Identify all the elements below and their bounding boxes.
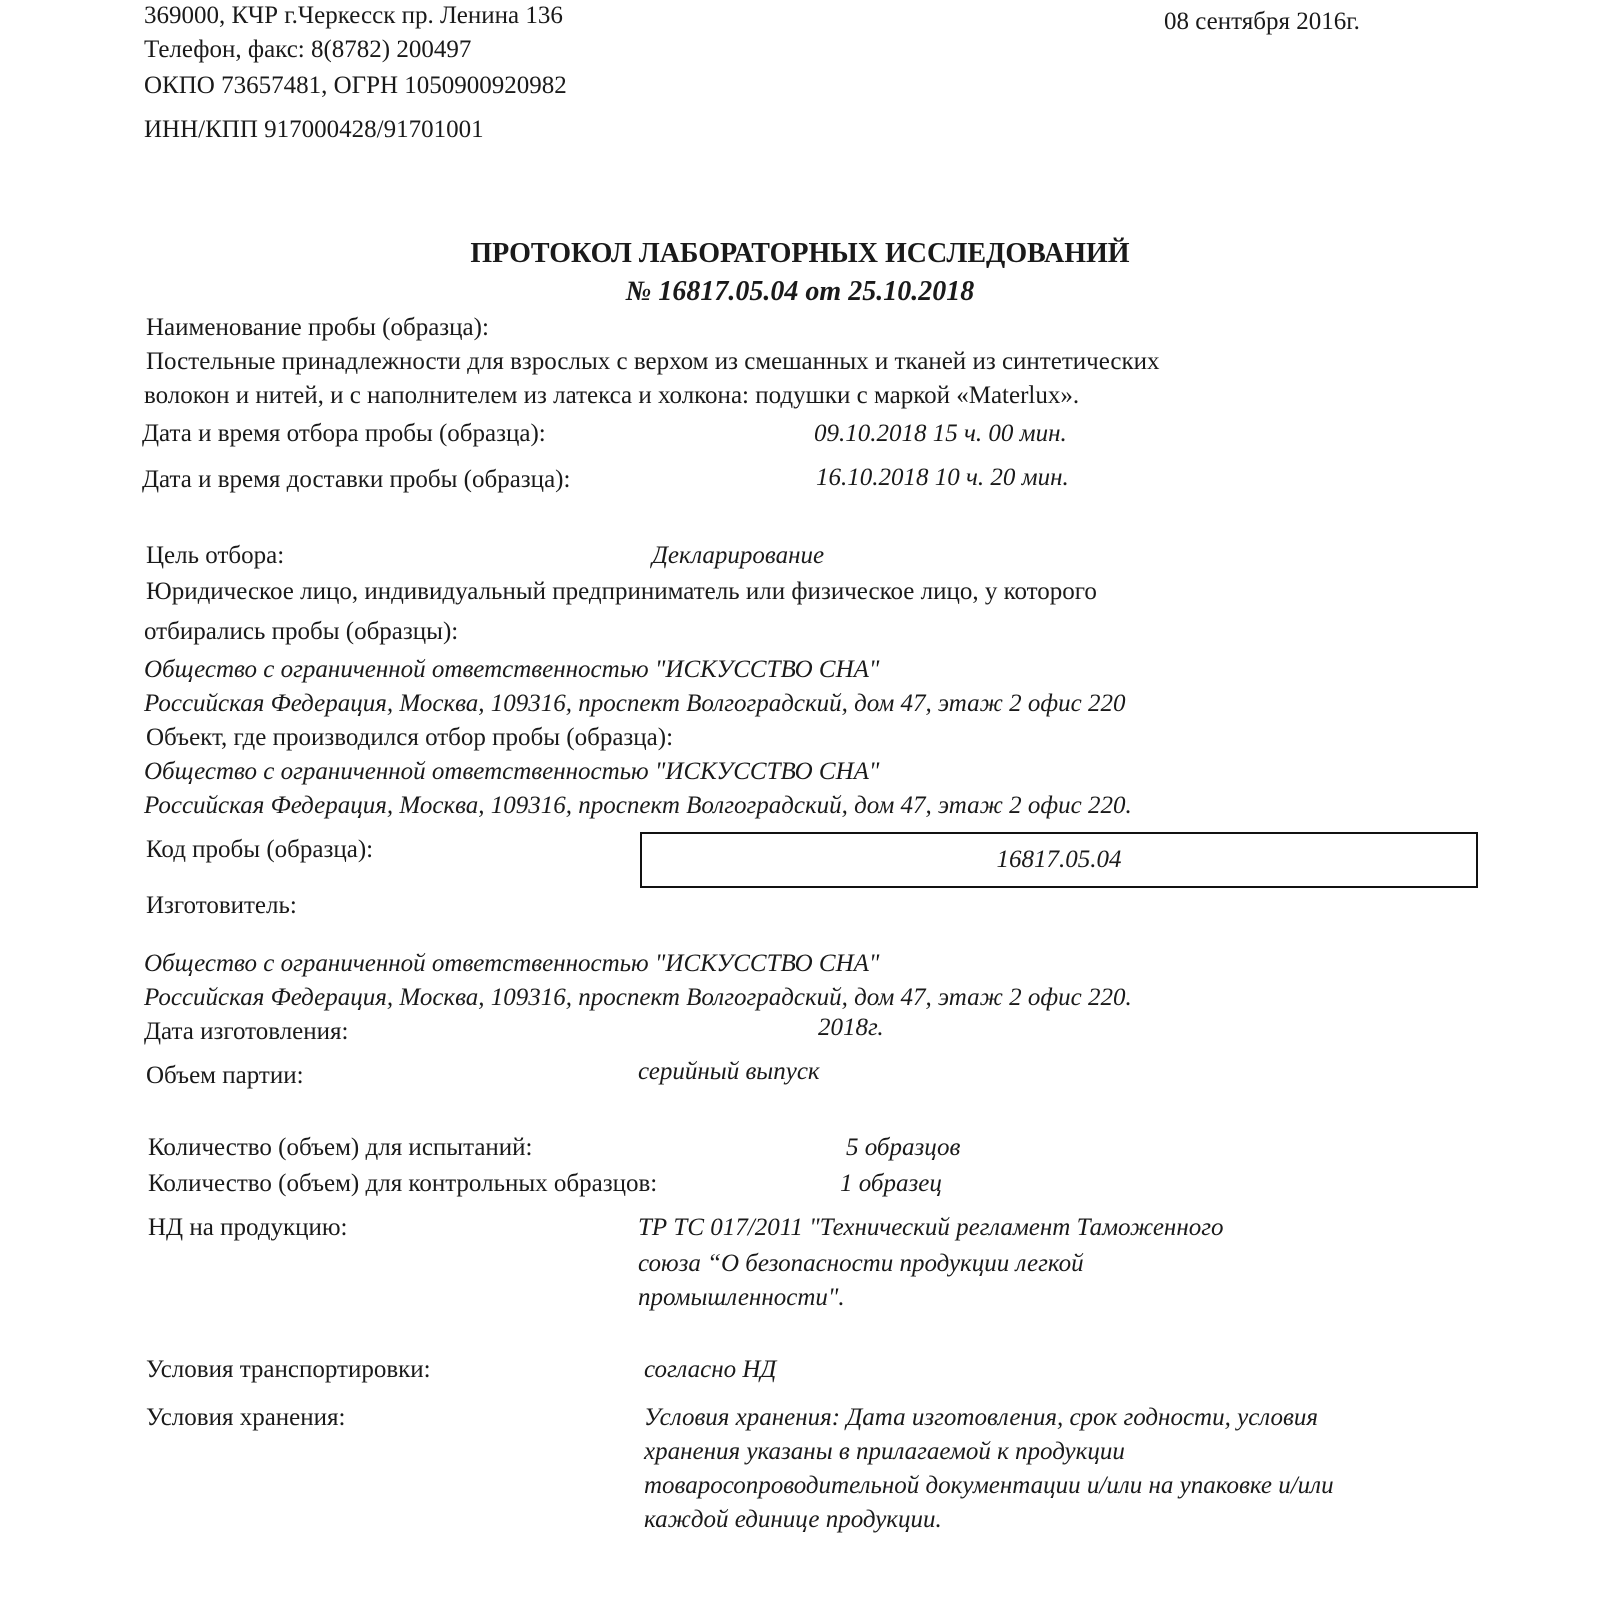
quantity-control-value: 1 образец: [840, 1170, 942, 1197]
header-date: 08 сентября 2016г.: [1164, 8, 1360, 35]
sample-name-line2: волокон и нитей, и с наполнителем из латекса и холкона: подушки с маркой «Materlux».: [144, 382, 1080, 409]
legal-entity-label-line2: отбирались пробы (образцы):: [144, 618, 459, 645]
production-date-label: Дата изготовления:: [144, 1018, 349, 1045]
nd-line1: ТР ТС 017/2011 "Технический регламент Таможенного: [638, 1214, 1224, 1241]
purpose-label: Цель отбора:: [146, 542, 285, 569]
manufacturer-label: Изготовитель:: [146, 892, 297, 919]
header-inn: ИНН/КПП 917000428/91701001: [144, 116, 484, 143]
sample-delivered-value: 16.10.2018 10 ч. 20 мин.: [816, 464, 1069, 491]
header-phone: Телефон, факс: 8(8782) 200497: [144, 36, 472, 63]
storage-line2: хранения указаны в прилагаемой к продукции: [644, 1438, 1125, 1465]
code-box: [640, 832, 1478, 888]
object-name: Общество с ограниченной ответственностью "ИСКУССТВО СНА": [144, 758, 880, 785]
legal-entity-address: Российская Федерация, Москва, 109316, проспект Волгоградский, дом 47, этаж 2 офис 220: [144, 690, 1126, 717]
sample-delivered-label: Дата и время доставки пробы (образца):: [142, 466, 571, 493]
storage-label: Условия хранения:: [146, 1404, 346, 1431]
nd-line3: промышленности".: [638, 1284, 845, 1311]
manufacturer-name: Общество с ограниченной ответственностью "ИСКУССТВО СНА": [144, 950, 880, 977]
purpose-value: Декларирование: [652, 542, 825, 569]
sample-name-line1: Постельные принадлежности для взрослых с верхом из смешанных и тканей из синтетических: [146, 348, 1160, 375]
quantity-test-value: 5 образцов: [846, 1134, 961, 1161]
legal-entity-name: Общество с ограниченной ответственностью "ИСКУССТВО СНА": [144, 656, 880, 683]
protocol-title: ПРОТОКОЛ ЛАБОРАТОРНЫХ ИССЛЕДОВАНИЙ: [470, 238, 1130, 269]
object-address: Российская Федерация, Москва, 109316, проспект Волгоградский, дом 47, этаж 2 офис 220.: [144, 792, 1132, 819]
sample-name-label: Наименование пробы (образца):: [146, 314, 489, 341]
batch-label: Объем партии:: [146, 1062, 304, 1089]
transport-label: Условия транспортировки:: [146, 1356, 431, 1383]
storage-line3: товаросопроводительной документации и/или на упаковке и/или: [644, 1472, 1334, 1499]
quantity-control-label: Количество (объем) для контрольных образцов:: [148, 1170, 658, 1197]
batch-value: серийный выпуск: [638, 1058, 820, 1085]
sample-taken-label: Дата и время отбора пробы (образца):: [142, 420, 546, 447]
storage-line1: Условия хранения: Дата изготовления, срок годности, условия: [644, 1404, 1318, 1431]
storage-line4: каждой единице продукции.: [644, 1506, 942, 1533]
production-date-value: 2018г.: [818, 1014, 884, 1041]
code-label: Код пробы (образца):: [146, 836, 374, 863]
nd-label: НД на продукцию:: [148, 1214, 348, 1241]
header-okpo: ОКПО 73657481, ОГРН 1050900920982: [144, 72, 567, 99]
legal-entity-label-line1: Юридическое лицо, индивидуальный предприниматель или физическое лицо, у которого: [146, 578, 1097, 605]
protocol-number: № 16817.05.04 от 25.10.2018: [625, 276, 975, 307]
transport-value: согласно НД: [644, 1356, 777, 1383]
manufacturer-address: Российская Федерация, Москва, 109316, проспект Волгоградский, дом 47, этаж 2 офис 220.: [144, 984, 1132, 1011]
header-address: 369000, КЧР г.Черкесск пр. Ленина 136: [144, 2, 563, 29]
object-label: Объект, где производился отбор пробы (образца):: [146, 724, 674, 751]
code-value: 16817.05.04: [996, 846, 1122, 873]
quantity-test-label: Количество (объем) для испытаний:: [148, 1134, 533, 1161]
nd-line2: союза “О безопасности продукции легкой: [638, 1250, 1084, 1277]
sample-taken-value: 09.10.2018 15 ч. 00 мин.: [814, 420, 1067, 447]
